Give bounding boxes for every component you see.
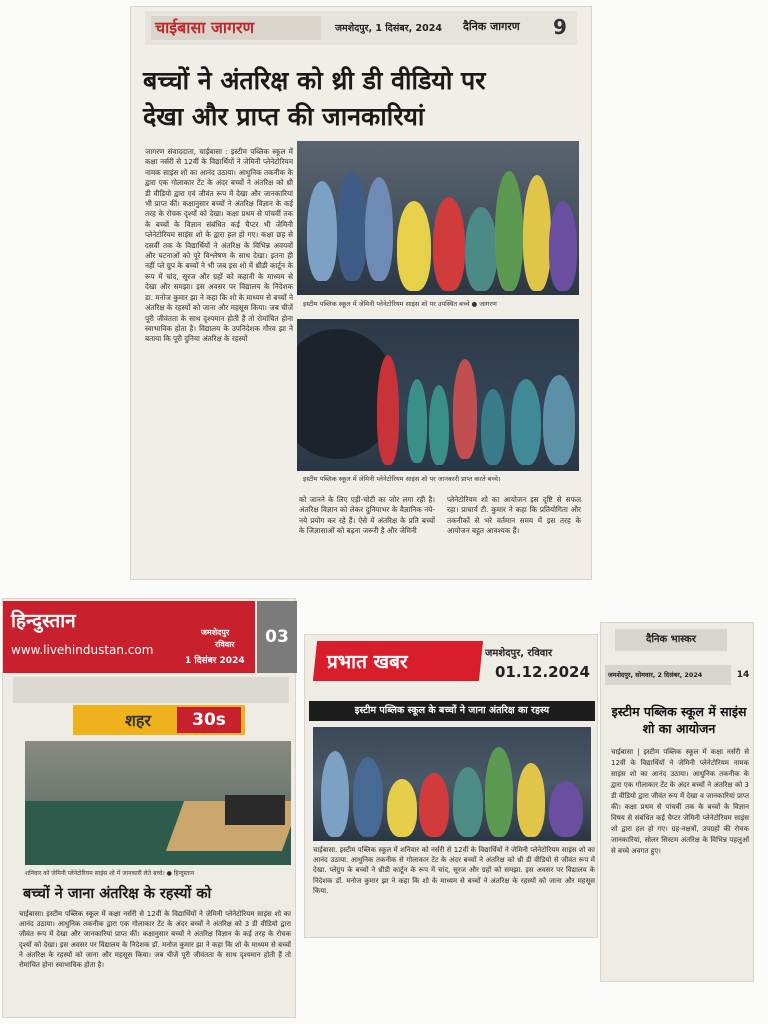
hindustan-clipping xyxy=(2,598,296,1018)
hindustan-section-badge: 30s xyxy=(177,707,241,733)
jagran-photo-planetarium xyxy=(297,319,579,471)
hindustan-section-banner xyxy=(73,705,245,735)
prabhat-headline: इस्टीम पब्लिक स्कूल के बच्चों ने जाना अंतरिक्ष का रहस्य xyxy=(309,701,595,721)
hindustan-section-label: शहर xyxy=(125,711,151,730)
prabhat-body: चाईबासा. इस्टीम पब्लिक स्कूल में शनिवार को नर्सरी से 12वीं के विद्यार्थियों ने जेमिनी प्लेनेटोरियम साइंस शो का आनंद उठाया. आधुनिक तकनीक से गोलाकार टेंट के अंदर बच्चों ने अंतरिक्ष को थ्री डी वीडियो से जीवंत रूप में देखा. प्लेग्रुप के बच्चों ने थ्रीडी कार्टून के रूप में चांद, सूरज और ग्रहों को समझा. इस अवसर पर विद्यालय के निदेशक डॉ. मनोज कुमार झा ने कहा कि शो के माध्यम से बच्चों ने अंतरिक्ष के रहस्यों को जाना और महसूस किया. xyxy=(313,846,595,895)
prabhat-masthead xyxy=(313,641,483,681)
jagran-column-2: को जानने के लिए एड़ी-चोटी का जोर लगा रही है। अंतरिक्ष विज्ञान को लेकर दुनियाभर के वैज्ञानिक नये-नये प्रयोग कर रहे हैं। ऐसे में अंतरिक्ष के प्रति बच्चों के जिज्ञासाओं को बढ़ना जरूरी है और जेमिनी xyxy=(299,495,435,536)
jagran-page-number: 9 xyxy=(553,15,567,39)
hindustan-photo-caption: शनिवार को जेमिनी प्लेनेटोरियम साइंस शो में जानकारी लेते बच्चे। ● हिन्दुस्तान xyxy=(25,870,195,877)
prabhat-city-day: जमशेदपुर, रविवार xyxy=(485,648,553,659)
hindustan-city: जमशेदपुर xyxy=(201,628,230,637)
jagran-photo-group xyxy=(297,141,579,295)
prabhat-date: 01.12.2024 xyxy=(495,663,590,681)
hindustan-date: 1 दिसंबर 2024 xyxy=(185,656,245,666)
jagran-photo-caption-1: इस्टीम पब्लिक स्कूल में जेमिनी प्लेनेटोरियम साइंस शो पर उपस्थित बच्चे ● जागरण xyxy=(303,300,497,308)
bhaskar-clipping xyxy=(600,622,754,982)
hindustan-day: रविवार xyxy=(215,640,235,649)
jagran-paper-name: दैनिक जागरण xyxy=(463,20,520,33)
jagran-headline-line1: बच्चों ने अंतरिक्ष को थ्री डी वीडियो पर xyxy=(143,66,486,95)
jagran-column-3: प्लेनेटोरियम शो का आयोजन इस दृष्टि से सफल रहा। प्राचार्य टी. कुमार ने कहा कि प्रतियोगिता और तकनीकों से भरे वर्तमान समय में इस तरह के आयोजन बहुत आवश्यक हैं। xyxy=(447,495,581,536)
bhaskar-body: चाईबासा | इस्टीम पब्लिक स्कूल में कक्षा नर्सरी से 12वीं के विद्यार्थियों ने जेमिनी प्लेनेटोरियम नामक साइंस शो का आनंद उठाया। आधुनिक तकनीक के द्वारा एक गोलाकार टेंट के अंदर बच्चों ने अंतरिक्ष को 3 डी वीडियो द्वारा जीवंत रूप में देखा व जानकारियां प्राप्त की। कक्षा प्रथम से पांचवीं तक के बच्चों के विज्ञान विषय से संबंधित कई चैप्टर जेमिनी प्लेनेटोरियम साइंस शो द्वारा हल हो गए। ग्रह-नक्षत्रों, उपग्रहों की रोचक जानकारियां, सोलर सिस्टम अंतरिक्ष के विभिन्न पहलुओं से बच्चे अवगत हुए। xyxy=(611,748,749,855)
jagran-headline-line2: देखा और प्राप्त की जानकारियां xyxy=(143,102,425,131)
hindustan-masthead xyxy=(3,601,255,673)
prabhat-paper-name: प्रभात खबर xyxy=(327,651,408,673)
prabhat-clipping xyxy=(304,634,598,938)
hindustan-page-number: 03 xyxy=(257,601,297,673)
prabhat-photo xyxy=(313,727,591,841)
hindustan-paper-name: हिन्दुस्तान xyxy=(11,610,76,632)
jagran-masthead-left: चाईबासा जागरण xyxy=(151,16,321,40)
hindustan-body: चाईबासा। इस्टीम पब्लिक स्कूल में कक्षा नर्सरी से 12वीं के विद्यार्थियों ने जेमिनी प्लेनेटोरियम साइंस शो का आनंद उठाया। आधुनिक तकनीक द्वारा एक गोलाकार टेंट के अंदर बच्चों ने अंतरिक्ष को 3 डी वीडियो द्वारा जीवंत रूप में देखा और जानकारियां प्राप्त कीं। कक्षानुसार बच्चों ने अंतरिक्ष विज्ञान के कई तरह के रोचक दृश्यों को देखा। इस अवसर पर विद्यालय के निदेशक डॉ. मनोज कुमार झा ने कहा कि शो के माध्यम से बच्चों ने अंतरिक्ष के रहस्यों को जाना और महसूस किया। जब चीजें पूरी जीवंतता के साथ दृश्यमान होती हैं तो रोमांचित होना स्वाभाविक होता है। xyxy=(19,910,291,970)
jagran-masthead xyxy=(145,11,577,45)
bhaskar-paper-name: दैनिक भास्कर xyxy=(615,629,727,651)
jagran-photo-caption-2: इस्टीम पब्लिक स्कूल में जेमिनी प्लेनेटोरियम साइंस शो पर जानकारी प्राप्त करते बच्चे। xyxy=(303,475,501,483)
hindustan-headline: बच्चों ने जाना अंतरिक्ष के रहस्यों को xyxy=(23,886,212,902)
jagran-clipping xyxy=(130,6,592,580)
hindustan-website: www.livehindustan.com xyxy=(11,643,154,657)
jagran-dateline: जमशेदपुर, 1 दिसंबर, 2024 xyxy=(335,23,442,34)
bhaskar-dateline: जमशेदपुर, सोमवार, 2 दिसंबर, 2024 xyxy=(605,665,731,685)
hindustan-faded-strip xyxy=(13,677,289,703)
jagran-column-1: जागरण संवाददाता, चाईबासा : इस्टीम पब्लिक स्कूल में कक्षा नर्सरी से 12वीं के विद्यार्थियों ने जेमिनी प्लेनेटोरियम नामक साइंस शो का आनंद उठाया। आधुनिक तकनीक के द्वारा एक गोलाकार टेंट के अंदर बच्चों ने अंतरिक्ष को थ्री डी वीडियो द्वारा एवं जीवंत रूप में देखा और जानकारियां भी प्राप्त कीं। कक्षानुसार बच्चों ने अंतरिक्ष विज्ञान के कई तरह के रोचक दृश्यों को देखा। कक्षा प्रथम से पांचवीं तक के बच्चों के विज्ञान संबंधित कई चैप्टर भी जेमिनी प्लेनेटोरियम साइंस शो के द्वारा हल हो गए। कक्षा छह से दसवीं तक के विद्यार्थियों ने अंतरिक्ष के विभिन्न अवयवों और घटनाओं को पूरे विश्लेषण के साथ देखा। इतना ही नहीं प्ले ग्रुप के बच्चों ने भी जब इस शो में थ्रीडी कार्टून के रूप में चांद, सूरज और ग्रहों को कहानी के माध्यम से देखा और समझा। इस अवसर पर विद्यालय के निदेशक डा. मनोज कुमार झा ने कहा कि शो के माध्यम से बच्चों ने अंतरिक्ष के रहस्यों को जाना और महसूस किया। जब चीजें पूरी जीवंतता के साथ दृश्यमान होती हैं तो रोमांचित होना स्वाभाविक होता है। विद्यालय के उपनिदेशक गौरव झा ने बताया कि पूरी दुनिया अंतरिक्ष के रहस्यों xyxy=(145,147,293,344)
bhaskar-page-number: 14 xyxy=(736,670,750,680)
bhaskar-headline: इस्टीम पब्लिक स्कूल में साइंस शो का आयोजन xyxy=(611,704,747,736)
hindustan-photo xyxy=(25,741,291,865)
